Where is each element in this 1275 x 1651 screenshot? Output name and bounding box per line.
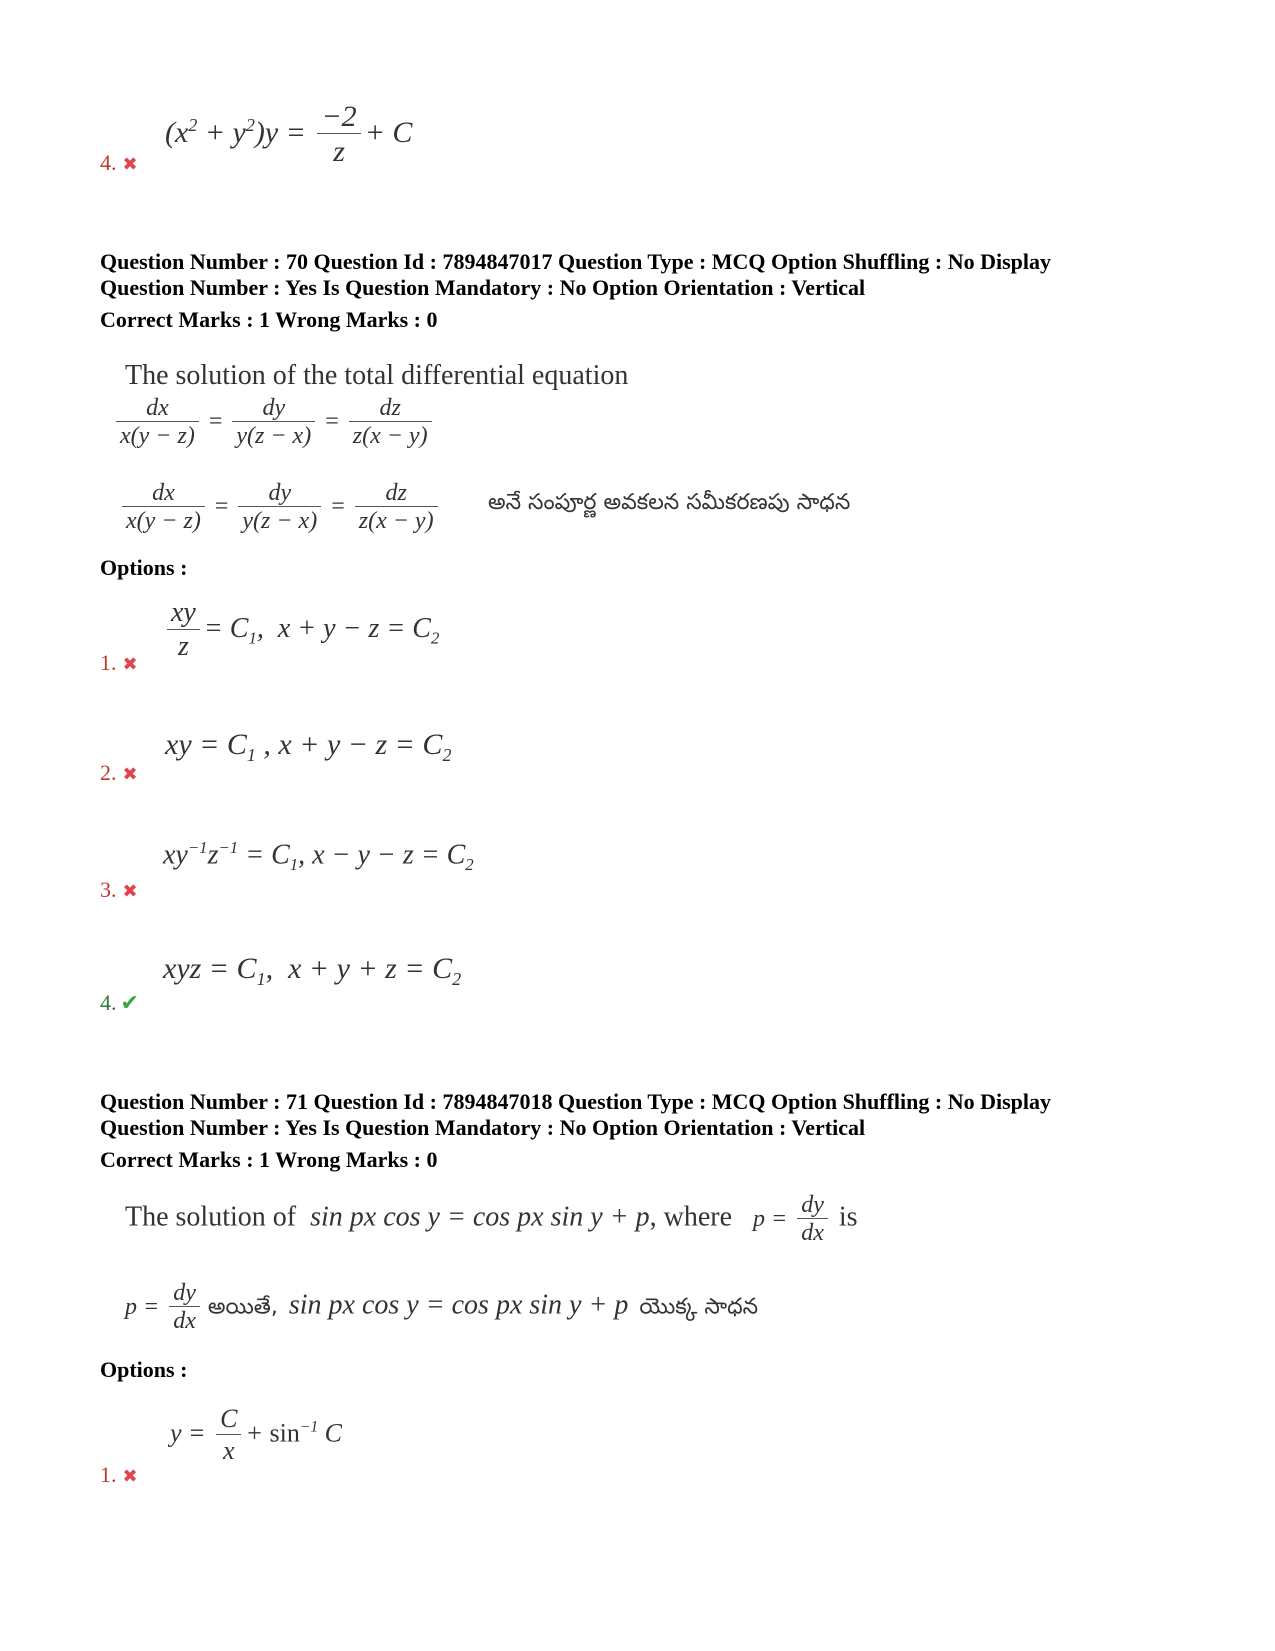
q71-meta-line-3: Correct Marks : 1 Wrong Marks : 0 — [100, 1147, 438, 1172]
q71-question-prefix: The solution of — [125, 1201, 297, 1233]
option-number: 1. — [100, 650, 117, 675]
q70-option-1-formula: $\frac{xy}{z}$ = $C_1$, $x + y - z = C_2$ — [163, 598, 439, 663]
q70-meta-line-3: Correct Marks : 1 Wrong Marks : 0 — [100, 307, 438, 332]
option-number: 4. — [100, 990, 117, 1015]
q70-option-3[interactable] — [100, 877, 138, 903]
option-number: 2. — [100, 760, 117, 785]
q71-meta-line-1: Question Number : 71 Question Id : 7894847018 Question Type : MCQ Option Shuffling : No Display — [100, 1089, 1052, 1114]
q71-telugu-line: p = $\frac{dy}{dx}$ అయితే, sin px cos y = cos px sin y + p యొక్క సాధన — [125, 1280, 759, 1335]
q70-option-4-formula: xyz = $C_1$, $x + y + z = C_2$ — [163, 952, 462, 989]
cross-icon: ✖ — [122, 764, 138, 785]
option-number: 3. — [100, 877, 117, 902]
q71-options-label: Options : — [100, 1357, 188, 1382]
q71-meta-line-2: Question Number : Yes Is Question Mandatory : No Option Orientation : Vertical — [100, 1115, 866, 1140]
q70-meta-line-1: Question Number : 70 Question Id : 7894847017 Question Type : MCQ Option Shuffling : No Display — [100, 249, 1052, 274]
q71-question-where: , where — [649, 1201, 732, 1233]
q71-telugu-if: అయితే, — [207, 1294, 278, 1320]
q70-option-2[interactable] — [100, 760, 138, 786]
cross-icon: ✖ — [122, 1466, 138, 1487]
q70-telugu-text: అనే సంపూర్ణ అవకలన సమీకరణపు సాధన — [488, 490, 851, 515]
prev-option-4 — [100, 150, 138, 176]
cross-icon: ✖ — [122, 654, 138, 675]
q70-option-1[interactable] — [100, 650, 138, 676]
check-icon: ✔ — [120, 991, 139, 1016]
option-number: 4. — [100, 150, 117, 175]
cross-icon: ✖ — [122, 154, 138, 175]
q70-equation: $\frac{dx}{x(y - z)}$ = $\frac{dy}{y(z - x)}$ = $\frac{dz}{z(x - y)}$ — [112, 395, 436, 451]
q70-equation-telugu: $\frac{dx}{x(y - z)}$ = $\frac{dy}{y(z - x)}$ = $\frac{dz}{z(x - y)}$ — [118, 480, 442, 536]
option-number: 1. — [100, 1462, 117, 1487]
q70-option-2-formula: xy = $C_1$ , $x + y - z = C_2$ — [165, 728, 452, 765]
q70-options-label: Options : — [100, 555, 188, 580]
q71-option-1-formula: y = $\frac{C}{x}$ + $\sin^{-1} C$ — [170, 1404, 342, 1465]
q71-telugu-solution: యొక్క సాధన — [639, 1294, 759, 1320]
q71-question-is: is — [838, 1201, 858, 1233]
q71-option-1[interactable] — [100, 1462, 138, 1488]
prev-option-4-formula: $(x^2 + y^2)y$ = $\frac{-2}{z}$ + C — [165, 100, 413, 168]
q70-question-text: The solution of the total differential equation — [125, 360, 629, 391]
q70-meta-line-2: Question Number : Yes Is Question Mandatory : No Option Orientation : Vertical — [100, 275, 866, 300]
q70-option-4[interactable] — [100, 990, 139, 1016]
q71-question-text: The solution of sin px cos y = cos px sin y + p, where p = $\frac{dy}{dx}$ is — [125, 1192, 858, 1247]
q70-option-3-formula: $xy^{-1}z^{-1} = C_1$, $x - y - z = C_2$ — [163, 838, 474, 874]
cross-icon: ✖ — [122, 881, 138, 902]
